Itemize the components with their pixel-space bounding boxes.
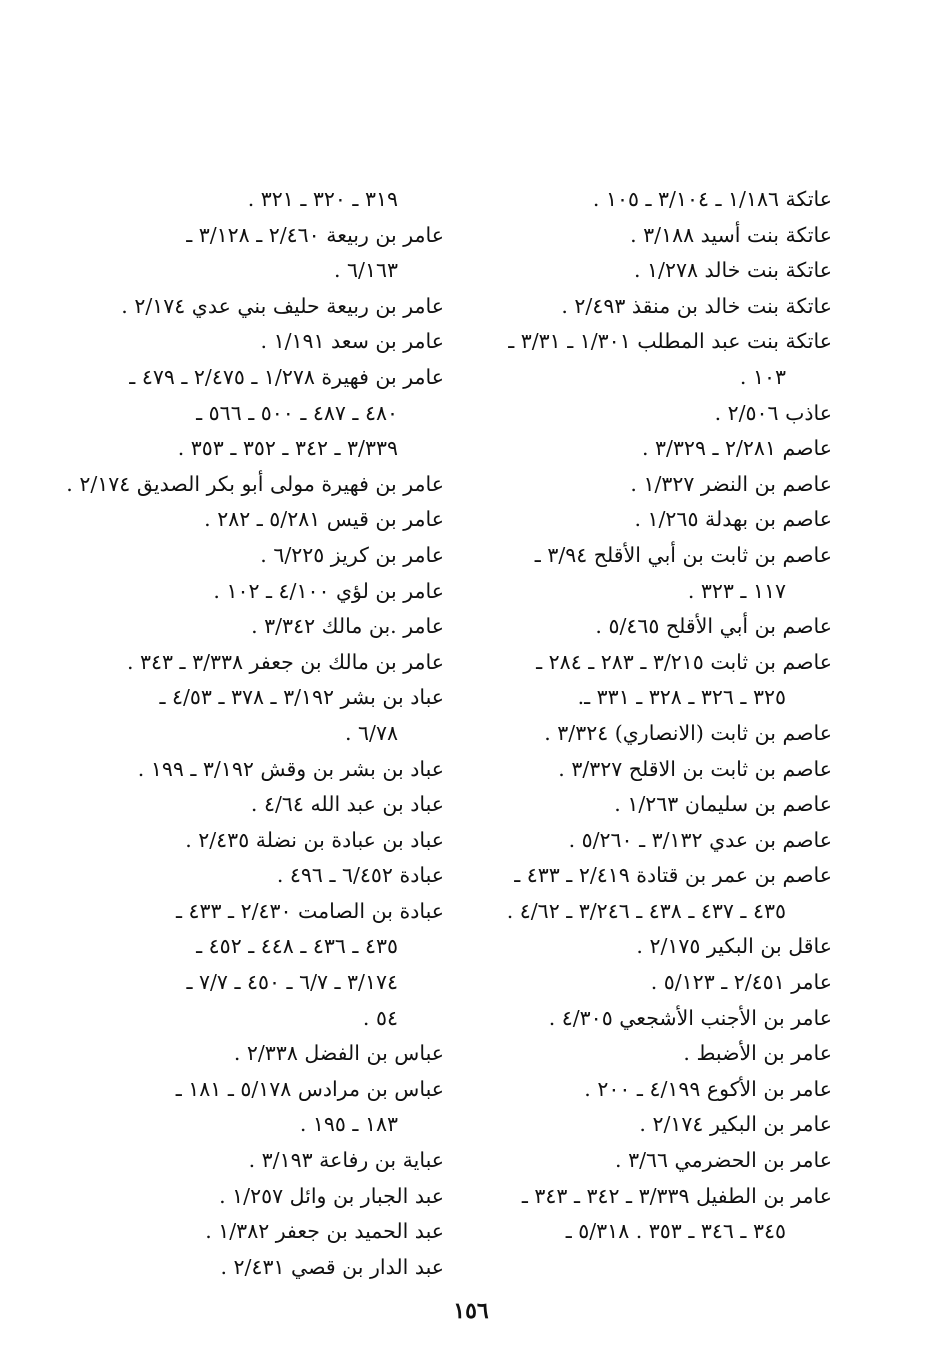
- index-entry-continuation: ٣٤٥ ـ ٣٤٦ ـ ٣٥٣ . ٥/٣١٨ ـ: [565, 1219, 786, 1244]
- index-entry: عامر ٢/٤٥١ ـ ٥/١٢٣ .: [650, 970, 832, 995]
- index-entry: عاصم بن النضر ١/٣٢٧ .: [630, 471, 832, 496]
- index-entry: عامر بن البكير ٢/١٧٤ .: [639, 1112, 832, 1137]
- index-entry: عامر بن لؤي ٤/١٠٠ ـ ١٠٢ .: [213, 578, 444, 603]
- page-number: ١٥٦: [453, 1298, 489, 1324]
- index-column-right: [500, 182, 832, 1250]
- index-entry: عباس بن مرادس ٥/١٧٨ ـ ١٨١ ـ: [175, 1076, 444, 1101]
- index-entry: عباد بن بشر بن وقش ٣/١٩٢ ـ ١٩٩ .: [137, 756, 444, 781]
- index-entry: عامر بن ربيعة حليف بني عدي ٢/١٧٤ .: [121, 293, 444, 318]
- index-entry-continuation: ١١٧ ـ ٣٢٣ .: [687, 578, 786, 603]
- index-entry: عاصم بن ثابت بن الاقلح ٣/٣٢٧ .: [558, 756, 832, 781]
- index-entry: عبد الحميد بن جعفر ١/٣٨٢ .: [205, 1219, 444, 1244]
- index-entry: عاصم بن بهدلة ١/٢٦٥ .: [634, 507, 832, 532]
- index-entry: عاصم بن أبي الأقلح ٥/٤٦٥ .: [595, 614, 832, 639]
- index-entry: عبادة بن الصامت ٢/٤٣٠ ـ ٤٣٣ ـ: [175, 898, 444, 923]
- index-entry: عامر بن سعد ١/١٩١ .: [260, 329, 444, 354]
- index-entry: عاصم بن عدي ٣/١٣٢ ـ ٥/٢٦٠ .: [568, 827, 832, 852]
- index-entry: عاصم بن سليمان ١/٢٦٣ .: [614, 792, 832, 817]
- index-entry: عاتكة بنت خالد ١/٢٧٨ .: [634, 258, 832, 283]
- index-entry: عامر بن كريز ٦/٢٢٥ .: [260, 542, 444, 567]
- index-entry-continuation: ٤٣٥ ـ ٤٣٦ ـ ٤٤٨ ـ ٤٥٢ ـ: [196, 934, 398, 959]
- index-entry-continuation: ٦/١٦٣ .: [334, 258, 398, 283]
- index-entry: عاتكة بنت أسيد ٣/١٨٨ .: [630, 222, 832, 247]
- index-entry-continuation: ٣١٩ ـ ٣٢٠ ـ ٣٢١ .: [247, 187, 398, 211]
- index-entry: عامر بن الأضبط .: [683, 1041, 832, 1066]
- index-entry: عامر بن ربيعة ٢/٤٦٠ ـ ٣/١٢٨ ـ: [186, 222, 444, 247]
- index-entry: عاصم بن ثابت ٣/٢١٥ ـ ٢٨٣ ـ ٢٨٤ ـ: [536, 649, 832, 674]
- index-entry: عامر بن الطفيل ٣/٣٣٩ ـ ٣٤٢ ـ ٣٤٣ ـ: [521, 1183, 832, 1208]
- index-entry: عامر بن فهيرة ١/٢٧٨ ـ ٢/٤٧٥ ـ ٤٧٩ ـ: [129, 364, 444, 389]
- index-entry-continuation: ١٨٣ ـ ١٩٥ .: [299, 1112, 398, 1137]
- index-entry: عاتكة ١/١٨٦ ـ ٣/١٠٤ ـ ١٠٥ .: [592, 187, 832, 211]
- index-entry: عامر بن الحضرمي ٣/٦٦ .: [615, 1148, 832, 1173]
- index-entry: عباس بن الفضل ٢/٣٣٨ .: [233, 1041, 444, 1066]
- index-entry: عباد بن عبد الله ٤/٦٤ .: [250, 792, 444, 817]
- index-entry-continuation: ٣٢٥ ـ ٣٢٦ ـ ٣٢٨ ـ ٣٣١ ـ.: [577, 685, 786, 710]
- index-entry: عامر بن قيس ٥/٢٨١ ـ ٢٨٢ .: [204, 507, 444, 532]
- index-column-left: [66, 182, 444, 1285]
- index-entry: عاصم بن عمر بن قتادة ٢/٤١٩ ـ ٤٣٣ ـ: [514, 863, 832, 888]
- index-entry-continuation: ١٠٣ .: [739, 364, 786, 389]
- index-entry: عبد الجبار بن وائل ١/٢٥٧ .: [219, 1183, 444, 1208]
- index-entry: عامر بن الأكوع ٤/١٩٩ ـ ٢٠٠ .: [584, 1076, 832, 1101]
- index-entry: عاصم بن ثابت (الانصاري) ٣/٣٢٤ .: [544, 720, 832, 745]
- index-entry: عامر .بن مالك ٣/٣٤٢ .: [251, 614, 444, 639]
- index-entry: عباد بن بشر ٣/١٩٢ ـ ٣٧٨ ـ ٤/٥٣ ـ: [159, 685, 444, 710]
- index-entry: عاتكة بنت خالد بن منقذ ٢/٤٩٣ .: [561, 293, 832, 318]
- index-entry: عامر بن مالك بن جعفر ٣/٣٣٨ ـ ٣٤٣ .: [126, 649, 444, 674]
- index-entry-continuation: ٣/١٧٤ ـ ٦/٧ ـ ٤٥٠ ـ ٧/٧ ـ: [186, 970, 398, 995]
- index-entry: عامر بن الأجنب الأشجعي ٤/٣٠٥ .: [548, 1005, 832, 1030]
- index-entry-continuation: ٦/٧٨ .: [345, 720, 398, 745]
- index-entry: عامر بن فهيرة مولى أبو بكر الصديق ٢/١٧٤ .: [66, 471, 444, 496]
- index-entry: عاصم بن ثابت بن أبي الأقلح ٣/٩٤ ـ: [534, 542, 832, 567]
- index-entry: عبادة ٦/٤٥٢ ـ ٤٩٦ .: [276, 863, 444, 888]
- index-entry: عاصم ٢/٢٨١ ـ ٣/٣٢٩ .: [641, 436, 832, 461]
- index-entry-continuation: ٥٤ .: [362, 1005, 398, 1030]
- index-entry: عبد الدار بن قصي ٢/٤٣١ .: [220, 1254, 444, 1279]
- index-entry-continuation: ٣/٣٣٩ ـ ٣٤٢ ـ ٣٥٢ ـ ٣٥٣ .: [177, 436, 398, 461]
- index-entry: عاقل بن البكير ٢/١٧٥ .: [636, 934, 832, 959]
- index-entry-continuation: ٤٨٠ ـ ٤٨٧ ـ ٥٠٠ ـ ٥٦٦ ـ: [196, 400, 398, 425]
- index-entry: عاتكة بنت عبد المطلب ١/٣٠١ ـ ٣/٣١ ـ: [508, 329, 832, 354]
- index-entry: عباد بن عبادة بن نضلة ٢/٤٣٥ .: [185, 827, 444, 852]
- index-entry: عباية بن رفاعة ٣/١٩٣ .: [248, 1148, 444, 1173]
- index-entry: عاذب ٢/٥٠٦ .: [714, 400, 832, 425]
- index-entry-continuation: ٤٣٥ ـ ٤٣٧ ـ ٤٣٨ ـ ٣/٢٤٦ ـ ٤/٦٢ .: [506, 898, 786, 923]
